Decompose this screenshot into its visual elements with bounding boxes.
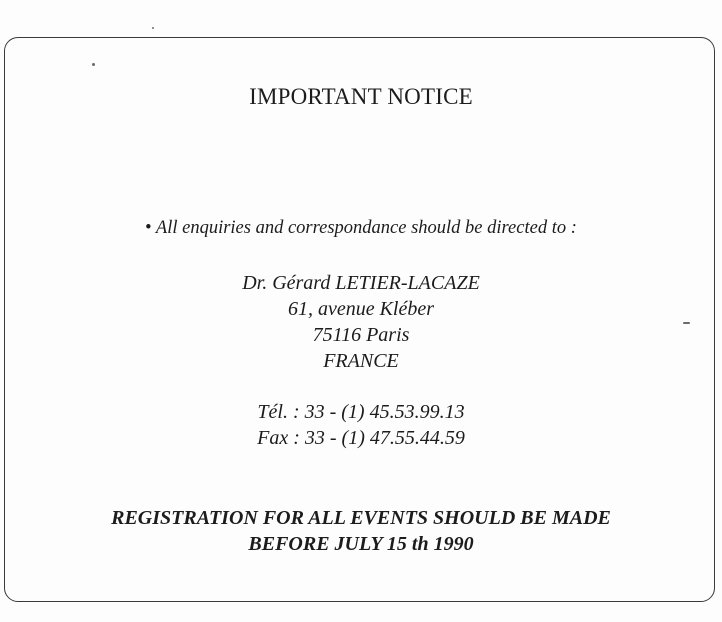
registration-notice-line1: REGISTRATION FOR ALL EVENTS SHOULD BE MADE [111,507,611,529]
enquiries-text: All enquiries and correspondance should be directed to : [155,218,577,238]
phone-number: Tél. : 33 - (1) 45.53.99.13 [257,401,465,423]
address-city: 75116 Paris [312,324,410,346]
address-country: FRANCE [323,350,399,372]
registration-notice-line2: BEFORE JULY 15 th 1990 [248,533,474,555]
enquiries-line [0,218,722,239]
fax-number: Fax : 33 - (1) 47.55.44.59 [257,427,465,449]
contact-name: Dr. Gérard LETIER-LACAZE [242,272,480,294]
address-street: 61, avenue Kléber [287,298,435,320]
bullet-icon: • [145,218,152,238]
scan-speck [152,27,154,29]
notice-title: IMPORTANT NOTICE [249,84,473,109]
